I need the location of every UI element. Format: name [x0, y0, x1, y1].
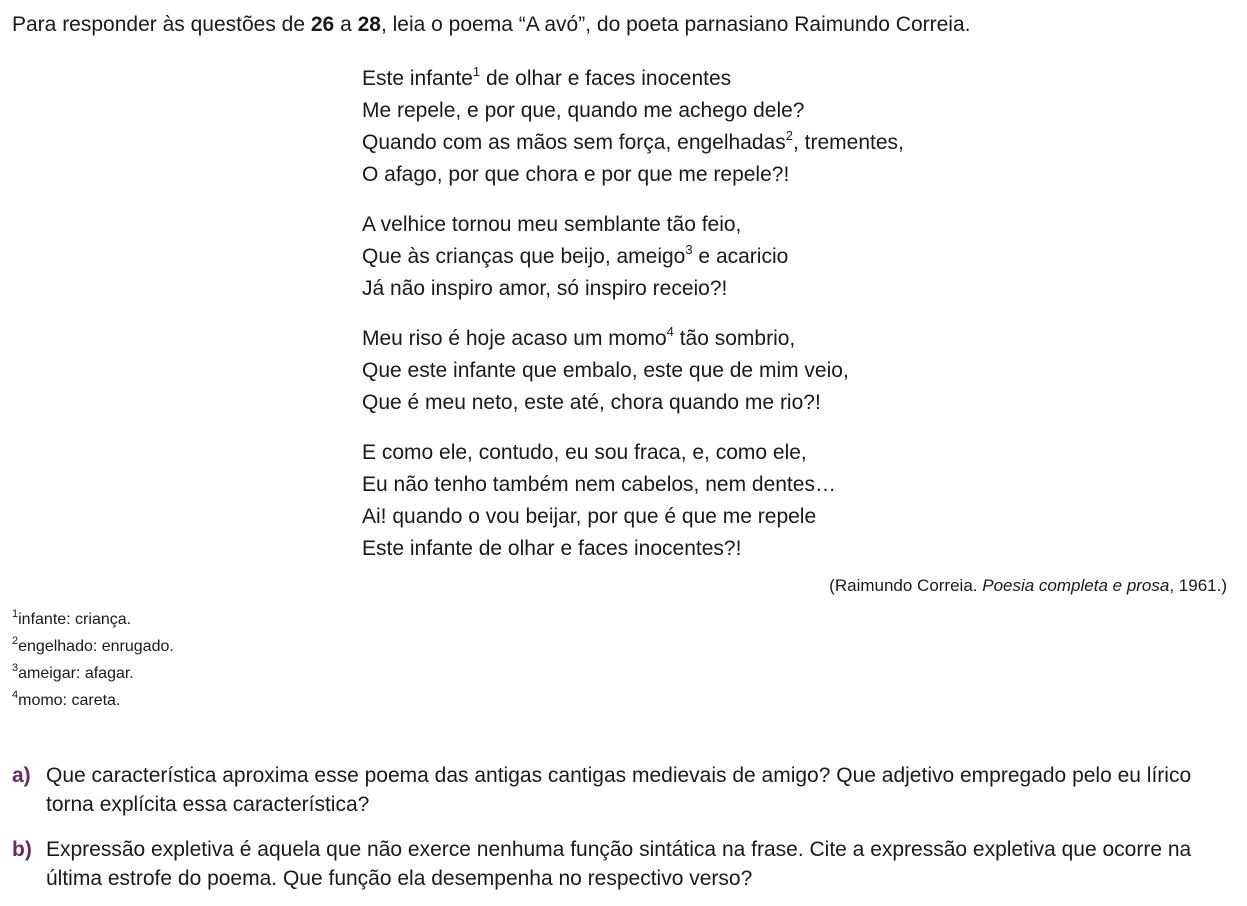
question-b: [12, 835, 1237, 893]
stanza-2: [362, 209, 904, 305]
verse: Quando com as mãos sem força, engelhadas$^2$, trementes,: [362, 128, 904, 154]
footnote: $^2$engelhado: enrugado.: [12, 635, 174, 655]
verse: Este infante de olhar e faces inocentes?!: [362, 537, 742, 560]
verse: Ai! quando o vou beijar, por que é que me repele: [362, 505, 817, 528]
stanza-4: [362, 437, 904, 565]
footnotes: [12, 606, 174, 714]
stanza-3: [362, 323, 904, 419]
intro-part: Para responder às questões de: [12, 13, 311, 36]
question-a: [12, 761, 1237, 819]
footnote-ref: 1: [472, 64, 481, 79]
verse: Eu não tenho também nem cabelos, nem dentes…: [362, 473, 836, 496]
verse: A velhice tornou meu semblante tão feio,: [362, 213, 742, 236]
question-range-end: 28: [357, 13, 381, 36]
intro-part: a: [334, 13, 358, 36]
footnote-ref: 3: [685, 242, 693, 257]
footnote-ref: 2: [785, 128, 793, 143]
footnote: $^4$momo: careta.: [12, 689, 121, 709]
verse: Este infante$^1$ de olhar e faces inocentes: [362, 64, 732, 90]
verse: Meu riso é hoje acaso um momo$^4$ tão sombrio,: [362, 324, 796, 350]
footnote-ref: 4: [666, 324, 674, 339]
verse: Que às crianças que beijo, ameigo$^3$ e acaricio: [362, 242, 789, 268]
verse: Que este infante que embalo, este que de mim veio,: [362, 359, 849, 382]
intro-text: [12, 10, 970, 40]
verse: Já não inspiro amor, só inspiro receio?!: [362, 277, 728, 300]
intro-part: , leia o poema “A avó”, do poeta parnasiano Raimundo Correia.: [380, 13, 971, 36]
footnote: $^1$infante: criança.: [12, 608, 132, 628]
question-range-start: 26: [310, 13, 335, 36]
footnote: $^3$ameigar: afagar.: [12, 662, 134, 682]
verse: Que é meu neto, este até, chora quando me rio?!: [362, 391, 821, 414]
question-text: Que característica aproxima esse poema das antigas cantigas medievais de amigo? Que adjetivo empregado pelo eu lírico torna explícita essa característica?: [46, 764, 1192, 816]
verse: E como ele, contudo, eu sou fraca, e, como ele,: [362, 441, 807, 464]
verse: O afago, por que chora e por que me repele?!: [362, 163, 790, 186]
poem: [362, 63, 904, 583]
question-letter: a): [12, 764, 31, 787]
question-letter: b): [12, 838, 32, 861]
source-work-title: Poesia completa e prosa: [982, 576, 1170, 595]
stanza-1: [362, 63, 904, 191]
question-text: Expressão expletiva é aquela que não exerce nenhuma função sintática na frase. Cite a expressão expletiva que ocorre na última estrofe do poema. Que função ela desempenha no respectivo verso?: [46, 838, 1192, 890]
poem-source-citation: (Raimundo Correia. Poesia completa e prosa, 1961.): [829, 576, 1227, 595]
verse: Me repele, e por que, quando me achego dele?: [362, 99, 805, 122]
